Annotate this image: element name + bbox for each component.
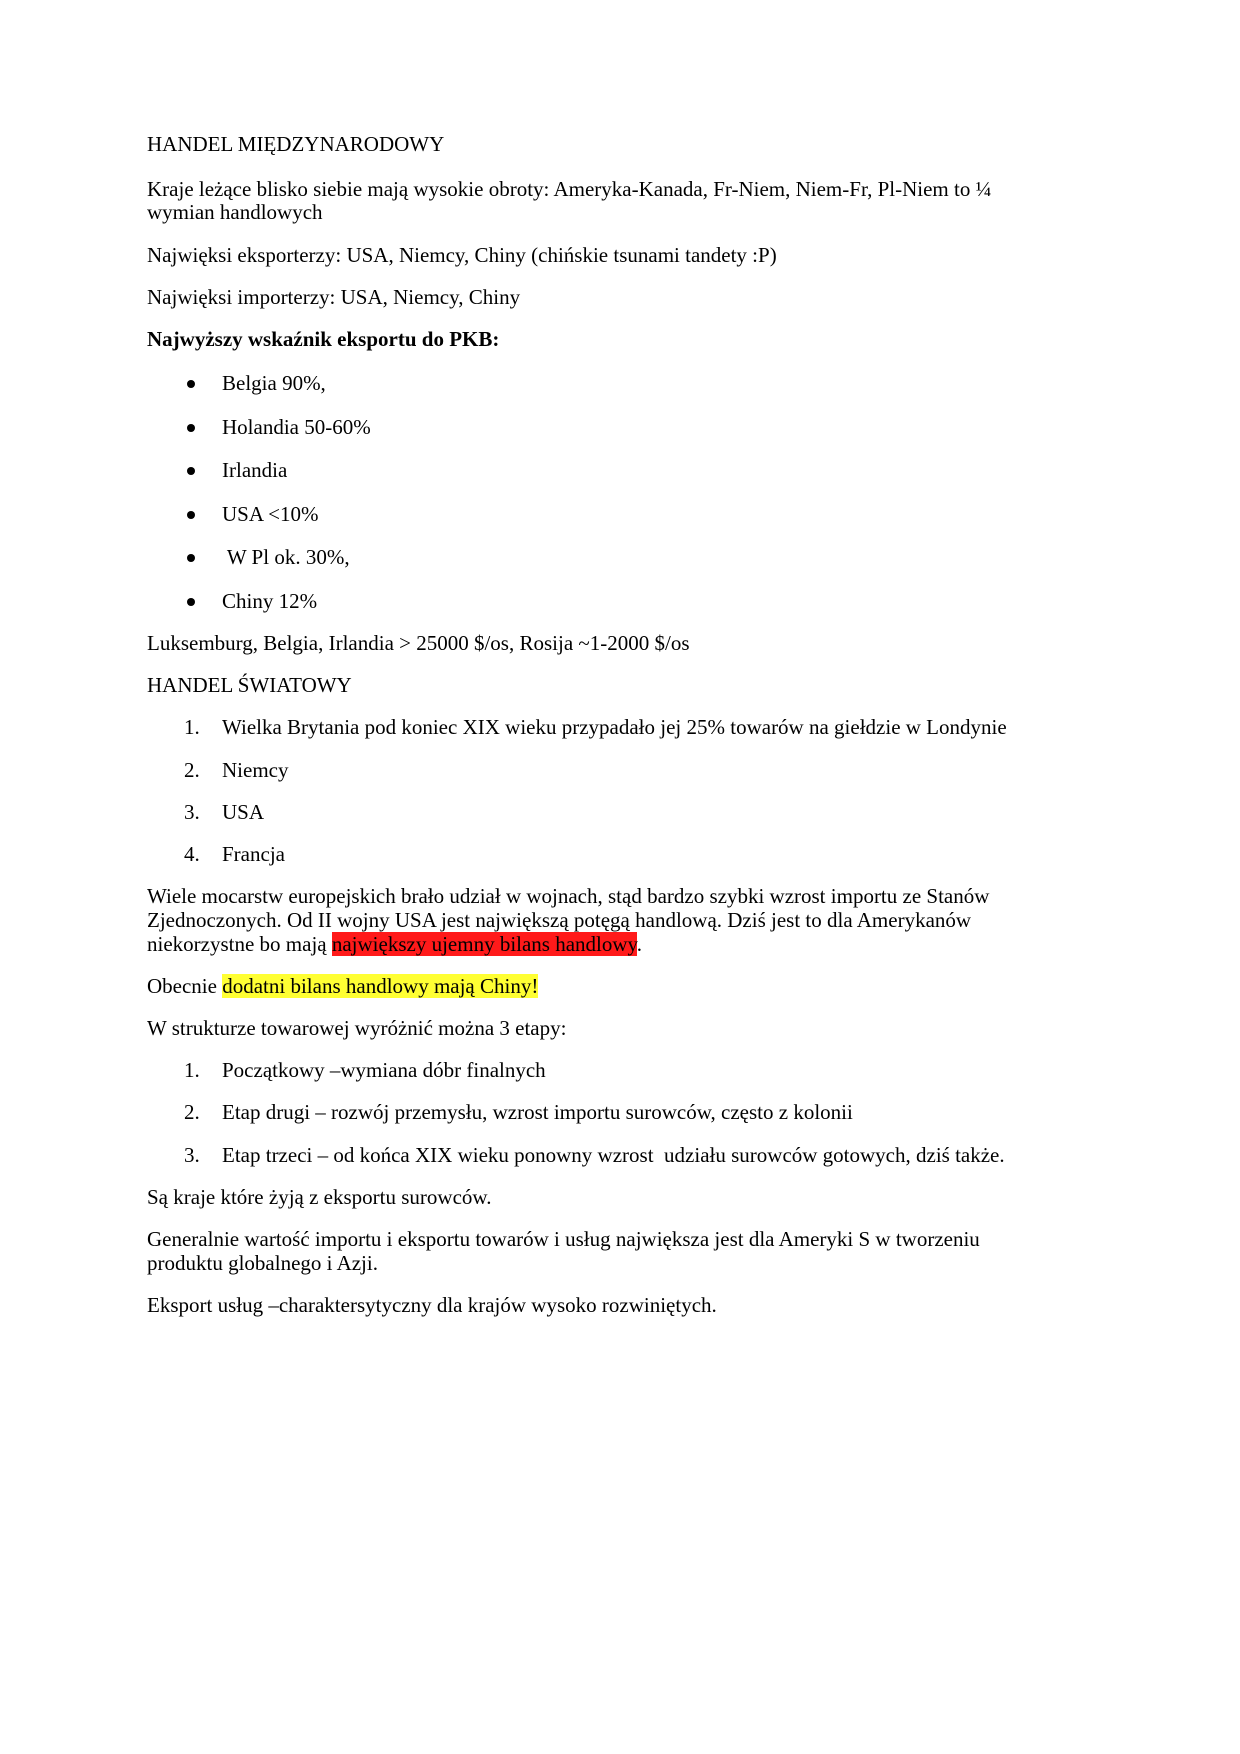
bullet-icon [187,467,195,475]
list-item: Francja [222,842,285,866]
list-item: Początkowy –wymiana dóbr finalnych [222,1058,546,1082]
text-segment: . [636,932,642,956]
list-number: 3. [184,800,200,824]
paragraph-raw-material-exporters: Są kraje które żyją z eksportu surowców. [147,1185,492,1209]
list-item: Belgia 90%, [222,371,326,395]
paragraph-neighbours-line-1: Kraje leżące blisko siebie mają wysokie obroty: Ameryka-Kanada, Fr-Niem, Niem-Fr, Pl-Niem to ¼ [147,177,992,201]
paragraph-global-product-line-2: produktu globalnego i Azji. [147,1251,378,1275]
list-number: 4. [184,842,200,866]
list-number: 3. [184,1143,200,1167]
paragraph-export-gdp-heading: Najwyższy wskaźnik eksportu do PKB: [147,327,500,351]
paragraph-service-exports: Eksport usług –charaktersytyczny dla krajów wysoko rozwiniętych. [147,1293,717,1317]
list-number: 1. [184,1058,200,1082]
paragraph-wars-line-2: Zjednoczonych. Od II wojny USA jest największą potęgą handlową. Dziś jest to dla Amerykanów [147,908,972,932]
paragraph-wars-line-3 [147,931,1097,957]
bullet-icon [187,554,195,562]
list-number: 2. [184,1100,200,1124]
list-item: W Pl ok. 30%, [222,545,350,569]
bullet-icon [187,511,195,519]
heading-world-trade: HANDEL ŚWIATOWY [147,673,352,697]
list-number: 2. [184,758,200,782]
paragraph-largest-importers: Najwięksi importerzy: USA, Niemcy, Chiny [147,285,521,309]
paragraph-china-surplus [147,973,1097,999]
list-item: Chiny 12% [222,589,318,613]
heading-international-trade: HANDEL MIĘDZYNARODOWY [147,132,445,156]
list-number: 1. [184,715,200,739]
list-item: Niemcy [222,758,289,782]
list-item: Etap drugi – rozwój przemysłu, wzrost importu surowców, często z kolonii [222,1100,853,1124]
list-item: USA [222,800,265,824]
text-segment: Obecnie [147,974,223,998]
highlighted-text-red: największy ujemny bilans handlowy [331,932,637,956]
highlighted-text-yellow: dodatni bilans handlowy mają Chiny! [222,974,539,998]
list-item: Holandia 50-60% [222,415,371,439]
bullet-icon [187,380,195,388]
bullet-icon [187,424,195,432]
paragraph-per-capita: Luksemburg, Belgia, Irlandia > 25000 $/os, Rosija ~1-2000 $/os [147,631,690,655]
list-item: USA <10% [222,502,319,526]
paragraph-neighbours-line-2: wymian handlowych [147,200,323,224]
text-segment: niekorzystne bo mają [147,932,332,956]
paragraph-global-product-line-1: Generalnie wartość importu i eksportu towarów i usług największa jest dla Ameryki S w tworzeniu [147,1227,980,1251]
paragraph-stages-intro: W strukturze towarowej wyróżnić można 3 etapy: [147,1016,567,1040]
paragraph-wars-line-1: Wiele mocarstw europejskich brało udział w wojnach, stąd bardzo szybki wzrost importu ze Stanów [147,884,990,908]
bullet-icon [187,598,195,606]
paragraph-largest-exporters: Najwięksi eksporterzy: USA, Niemcy, Chiny (chińskie tsunami tandety :P) [147,243,777,267]
list-item: Wielka Brytania pod koniec XIX wieku przypadało jej 25% towarów na giełdzie w Londynie [222,715,1007,739]
list-item: Etap trzeci – od końca XIX wieku ponowny wzrost udziału surowców gotowych, dziś także. [222,1143,1005,1167]
list-item: Irlandia [222,458,288,482]
